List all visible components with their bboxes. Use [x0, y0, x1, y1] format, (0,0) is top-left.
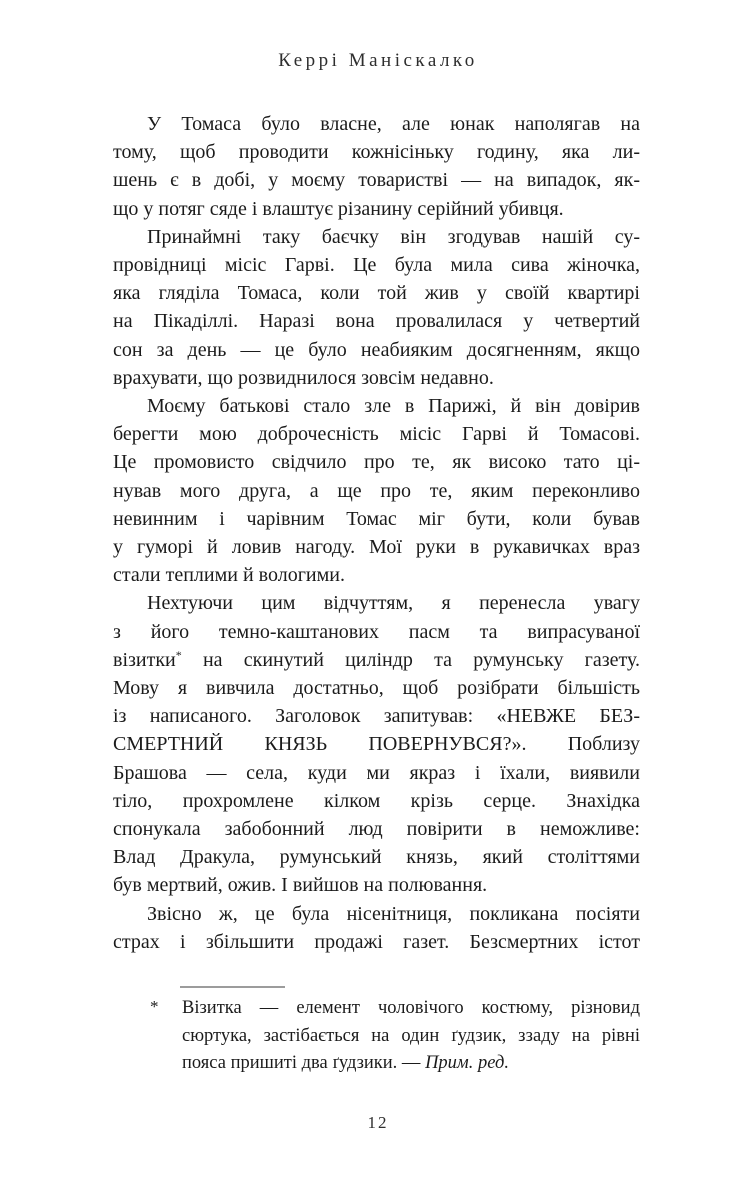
text-line: Принаймні таку баєчку він згодував нашій су- — [147, 225, 640, 248]
paragraph — [113, 392, 640, 589]
footnote-marker: * — [150, 997, 159, 1016]
text-line: Це промовисто свідчило про те, як високо тато ці- — [113, 451, 640, 474]
text-line: був мертвий, ожив. І вийшов на полювання. — [113, 874, 488, 897]
text-line: на Пікаділлі. Наразі вона провалилася у четвертий — [113, 310, 640, 333]
paragraph — [113, 110, 640, 223]
text-line: страх і збільшити продажі газет. Безсмертних істот — [113, 930, 640, 953]
text-line: з його темно-каштанових пасм та випрасуваної — [113, 620, 640, 643]
text-line: врахувати, що розвиднилося зовсім недавно. — [113, 366, 494, 389]
footnote-line: Візитка — елемент чоловічого костюму, різновид — [182, 998, 640, 1018]
text-line: яка гляділа Томаса, коли той жив у своїй квартирі — [113, 282, 640, 305]
text-line: Влад Дракула, румунський князь, який століттями — [113, 846, 640, 869]
text-line: невинним і чарівним Томас міг бути, коли бував — [113, 507, 640, 530]
text-line: візитки* на скинутий циліндр та румунську газету. — [113, 647, 640, 671]
text-line: сон за день — це було неабияким досягненням, якщо — [113, 338, 640, 361]
text-line: що у потяг сяде і влаштує різанину серійний убивця. — [113, 197, 564, 220]
text-line: Брашова — села, куди ми якраз і їхали, виявили — [113, 761, 640, 784]
footnote-reference: * — [175, 647, 182, 662]
text-line: тіло, прохромлене кілком крізь серце. Знахідка — [113, 789, 640, 812]
paragraph — [113, 900, 640, 956]
paragraph — [113, 223, 640, 392]
text-line: із написаного. Заголовок запитував: «НЕВЖЕ БЕЗ- — [113, 705, 640, 728]
footnote-rule — [180, 986, 285, 988]
text-line: Мову я вивчила достатньо, щоб розібрати більшість — [113, 677, 640, 700]
text-line: нував мого друга, а ще про те, яким переконливо — [113, 479, 640, 502]
footnote-line: сюртука, застібається на один ґудзик, ззаду на рівні — [182, 1025, 640, 1046]
text-line: тому, щоб проводити кожнісіньку годину, яка ли- — [113, 141, 640, 164]
page-number: 12 — [367, 1113, 389, 1132]
text-line: шень є в добі, у моєму товаристві — на випадок, як- — [113, 169, 640, 192]
text-line: Нехтуючи цим відчуттям, я перенесла увагу — [147, 592, 640, 615]
editor-note: Прим. ред. — [425, 1053, 509, 1073]
footnote — [148, 995, 640, 1078]
paragraph — [113, 589, 640, 899]
text-line: у гуморі й ловив нагоду. Мої руки в рукавичках враз — [113, 536, 640, 559]
text-line: Моєму батькові стало зле в Парижі, й він довірив — [147, 395, 640, 418]
footnote-text — [182, 995, 640, 1078]
footnote-line: пояса пришиті два ґудзики. — Прим. ред. — [182, 1053, 509, 1073]
running-head-author: Керрі Маніскалко — [278, 50, 478, 71]
text-line: спонукала забобонний люд повірити в неможливе: — [113, 818, 640, 841]
text-line: У Томаса було власне, але юнак наполягав на — [147, 113, 640, 135]
text-line: стали теплими й вологими. — [113, 564, 345, 587]
text-line: провідниці місіс Гарві. Це була мила сива жіночка, — [113, 254, 640, 277]
text-line: берегти мою доброчесність місіс Гарві й Томасові. — [113, 423, 640, 446]
body-text — [113, 110, 640, 956]
text-line: СМЕРТНИЙ КНЯЗЬ ПОВЕРНУВСЯ?». Поблизу — [113, 733, 640, 756]
text-line: Звісно ж, це була нісенітниця, покликана посіяти — [147, 902, 640, 925]
